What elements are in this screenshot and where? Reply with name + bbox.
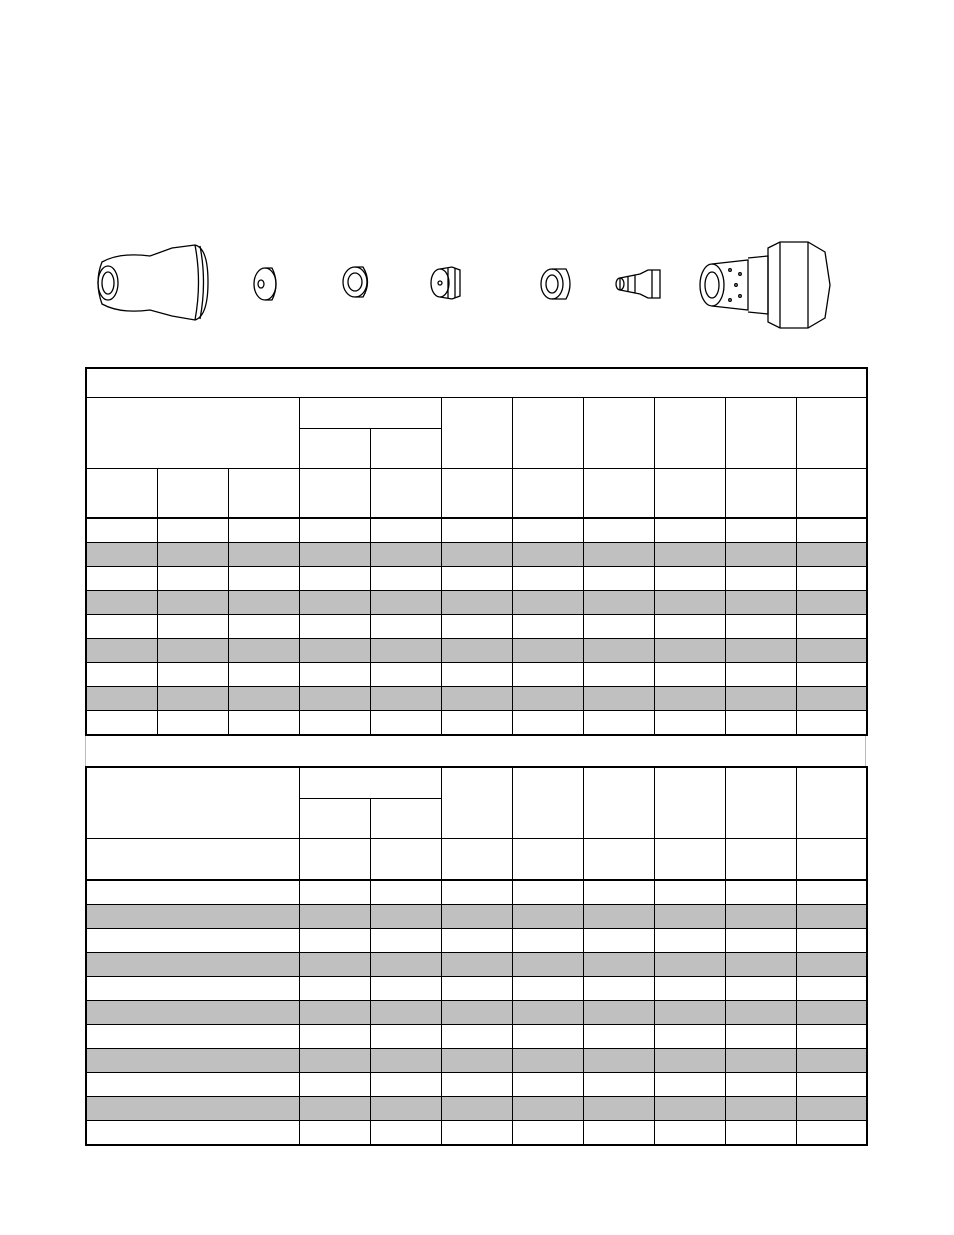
header-cell: [441, 767, 512, 839]
column-header: [86, 839, 299, 881]
table-cell: [299, 977, 370, 1001]
table-cell: [654, 591, 725, 615]
table-cell: [228, 615, 299, 639]
table-cell: [299, 663, 370, 687]
table-cell: [654, 953, 725, 977]
header-cell: [583, 398, 654, 469]
table-cell: [583, 543, 654, 567]
table-cell: [583, 518, 654, 543]
table-row: [86, 663, 867, 687]
table-cell: [725, 1001, 796, 1025]
table-title: [86, 368, 867, 398]
table-cell: [157, 591, 228, 615]
table-cell: [796, 639, 867, 663]
table-cell: [441, 880, 512, 905]
table-cell: [512, 880, 583, 905]
column-header: [370, 839, 441, 881]
column-header: [157, 469, 228, 519]
table-cell: [370, 1121, 441, 1146]
table-cell: [441, 591, 512, 615]
table-cell: [512, 1001, 583, 1025]
table-cell: [512, 1073, 583, 1097]
table-cell: [86, 953, 299, 977]
table-row: [86, 591, 867, 615]
table-cell: [583, 591, 654, 615]
table-cell: [654, 1073, 725, 1097]
table-row: [86, 1073, 867, 1097]
table-cell: [512, 687, 583, 711]
table-cell: [725, 711, 796, 736]
header-cell-group-span: [299, 398, 441, 429]
table-cell: [725, 639, 796, 663]
table-cell: [654, 1049, 725, 1073]
table-cell: [441, 711, 512, 736]
table-cell: [725, 1025, 796, 1049]
column-header: [725, 469, 796, 519]
table-cell: [583, 977, 654, 1001]
table-cell: [299, 567, 370, 591]
table-cell: [299, 1025, 370, 1049]
table-cell: [654, 880, 725, 905]
table-cell: [583, 711, 654, 736]
table-cell: [299, 1073, 370, 1097]
table-cell: [583, 1121, 654, 1146]
column-header: [86, 469, 157, 519]
table-cell: [228, 543, 299, 567]
table-cell: [512, 543, 583, 567]
table-row: [86, 1121, 867, 1146]
column-header: [299, 469, 370, 519]
table-cell: [796, 567, 867, 591]
header-cell-group-left: [86, 398, 299, 469]
table-cell: [299, 591, 370, 615]
header-cell: [654, 398, 725, 469]
table-cell: [796, 591, 867, 615]
table-cell: [370, 905, 441, 929]
table-cell: [725, 1121, 796, 1146]
table-row: [86, 567, 867, 591]
table-cell: [796, 711, 867, 736]
table-cell: [583, 953, 654, 977]
table-cell: [299, 905, 370, 929]
table-cell: [86, 711, 157, 736]
table-row: [86, 1025, 867, 1049]
table-cell: [86, 663, 157, 687]
table-row: [86, 518, 867, 543]
table-cell: [299, 1049, 370, 1073]
table-cell: [583, 929, 654, 953]
table-cell: [157, 687, 228, 711]
table-cell: [228, 687, 299, 711]
table-cell: [370, 977, 441, 1001]
table-cell: [583, 880, 654, 905]
table-cell: [370, 1001, 441, 1025]
header-cell: [512, 398, 583, 469]
table-cell: [512, 518, 583, 543]
table-row: [86, 1049, 867, 1073]
column-header: [299, 839, 370, 881]
table-cell: [654, 1121, 725, 1146]
header-cell: [512, 767, 583, 839]
table-cell: [512, 663, 583, 687]
table-cell: [86, 905, 299, 929]
header-subcell: [370, 799, 441, 839]
table-row: [86, 615, 867, 639]
table-cell: [512, 591, 583, 615]
table-cell: [512, 977, 583, 1001]
table-cell: [86, 1073, 299, 1097]
table-cell: [157, 615, 228, 639]
header-cell: [725, 767, 796, 839]
table-cell: [299, 615, 370, 639]
table-cell: [583, 1025, 654, 1049]
table-cell: [299, 639, 370, 663]
column-header: [796, 469, 867, 519]
table-cell: [796, 880, 867, 905]
table-cell: [583, 1097, 654, 1121]
table-cell: [86, 1121, 299, 1146]
column-header: [512, 839, 583, 881]
table-cell: [441, 977, 512, 1001]
table-cell: [370, 639, 441, 663]
table-row: [86, 711, 867, 736]
table-cell: [441, 1001, 512, 1025]
table-cell: [299, 929, 370, 953]
table-cell: [370, 1049, 441, 1073]
table-cell: [441, 1121, 512, 1146]
table-cell: [370, 880, 441, 905]
table-cell: [299, 953, 370, 977]
table-cell: [228, 663, 299, 687]
table-cell: [512, 1097, 583, 1121]
table-cell: [725, 929, 796, 953]
table-cell: [583, 1001, 654, 1025]
torch-body-icon: [700, 242, 830, 328]
table-cell: [796, 1073, 867, 1097]
table-cell: [86, 615, 157, 639]
table-cell: [725, 615, 796, 639]
table-cell: [299, 711, 370, 736]
table-cell: [228, 711, 299, 736]
table-cell: [228, 639, 299, 663]
table-cell: [86, 567, 157, 591]
table-cell: [725, 905, 796, 929]
retaining-ring-icon: [343, 267, 368, 297]
table-cell: [441, 518, 512, 543]
table-cell: [86, 687, 157, 711]
table-cell: [725, 567, 796, 591]
table-cell: [370, 1025, 441, 1049]
table-cell: [654, 977, 725, 1001]
table-cell: [86, 591, 157, 615]
table-cell: [441, 615, 512, 639]
table-cell: [228, 567, 299, 591]
table-cell: [441, 1097, 512, 1121]
table-cell: [299, 687, 370, 711]
header-cell: [725, 398, 796, 469]
table-cell: [796, 615, 867, 639]
table-cell: [796, 929, 867, 953]
consumable-parts-illustration: [80, 230, 860, 340]
table-cell: [654, 543, 725, 567]
column-header: [796, 839, 867, 881]
table-cell: [86, 1049, 299, 1073]
table-cell: [654, 687, 725, 711]
table-cell: [512, 953, 583, 977]
header-cell: [441, 398, 512, 469]
table-cell: [299, 1097, 370, 1121]
header-subcell: [299, 429, 370, 469]
table-cell: [370, 615, 441, 639]
table-cell: [441, 953, 512, 977]
table-cell: [157, 518, 228, 543]
table-cell: [654, 567, 725, 591]
table-cell: [796, 518, 867, 543]
table-cell: [370, 953, 441, 977]
table-cell: [441, 567, 512, 591]
table-cell: [654, 1025, 725, 1049]
table-cell: [441, 687, 512, 711]
table-cell: [654, 905, 725, 929]
table-cell: [441, 1049, 512, 1073]
table-cell: [654, 929, 725, 953]
column-header: [654, 469, 725, 519]
column-header: [441, 839, 512, 881]
table-cell: [370, 567, 441, 591]
table-cell: [86, 929, 299, 953]
table-row: [86, 1001, 867, 1025]
table-cell: [512, 1025, 583, 1049]
table-cell: [370, 518, 441, 543]
table-cell: [796, 663, 867, 687]
table-cell: [512, 1049, 583, 1073]
table-cell: [725, 687, 796, 711]
table-cell: [441, 1073, 512, 1097]
table-cell: [725, 953, 796, 977]
table-cell: [370, 591, 441, 615]
table-cell: [512, 1121, 583, 1146]
table-cell: [86, 1097, 299, 1121]
table-row: [86, 687, 867, 711]
table-cell: [725, 1049, 796, 1073]
table-cell: [725, 591, 796, 615]
table-row: [86, 880, 867, 905]
column-header: [583, 839, 654, 881]
shield-cap-icon: [98, 245, 208, 320]
table-cell: [654, 711, 725, 736]
column-header: [583, 469, 654, 519]
table-cell: [583, 1073, 654, 1097]
header-cell: [796, 398, 867, 469]
table-cell: [796, 953, 867, 977]
table-cell: [86, 880, 299, 905]
table-cell: [370, 1073, 441, 1097]
table-row: [86, 977, 867, 1001]
table-cell: [441, 663, 512, 687]
table-cell: [86, 977, 299, 1001]
column-header: [512, 469, 583, 519]
table-cell: [725, 880, 796, 905]
header-cell: [796, 767, 867, 839]
table-cell: [796, 905, 867, 929]
table-cell: [583, 905, 654, 929]
table-cell: [654, 1001, 725, 1025]
table-row: [86, 543, 867, 567]
table-cell: [370, 663, 441, 687]
header-cell: [654, 767, 725, 839]
header-cell-group-left: [86, 767, 299, 839]
table-cell: [796, 687, 867, 711]
table-row: [86, 905, 867, 929]
column-header: [725, 839, 796, 881]
table-cell: [725, 977, 796, 1001]
table-cell: [796, 977, 867, 1001]
header-cell: [583, 767, 654, 839]
specification-table-2: [85, 766, 868, 1146]
table-cell: [299, 518, 370, 543]
table-cell: [512, 905, 583, 929]
section-separator: [85, 736, 866, 766]
table-cell: [583, 615, 654, 639]
table-cell: [157, 663, 228, 687]
table-cell: [441, 905, 512, 929]
table-cell: [583, 687, 654, 711]
table-cell: [86, 639, 157, 663]
table-cell: [725, 663, 796, 687]
table-cell: [512, 929, 583, 953]
column-header: [370, 469, 441, 519]
header-cell-group-span: [299, 767, 441, 799]
table-cell: [441, 639, 512, 663]
table-cell: [725, 518, 796, 543]
table-cell: [370, 687, 441, 711]
electrode-icon: [616, 270, 660, 298]
table-cell: [86, 543, 157, 567]
table-cell: [796, 1001, 867, 1025]
table-cell: [796, 543, 867, 567]
table-cell: [583, 1049, 654, 1073]
table-cell: [796, 1121, 867, 1146]
table-cell: [654, 663, 725, 687]
table-row: [86, 639, 867, 663]
table-cell: [512, 639, 583, 663]
table-cell: [370, 711, 441, 736]
table-cell: [370, 543, 441, 567]
nozzle-icon: [431, 267, 460, 299]
table-cell: [796, 1097, 867, 1121]
table-cell: [441, 929, 512, 953]
table-cell: [441, 1025, 512, 1049]
table-cell: [299, 880, 370, 905]
table-cell: [725, 1073, 796, 1097]
table-cell: [654, 639, 725, 663]
table-cell: [157, 543, 228, 567]
table-cell: [299, 1001, 370, 1025]
table-cell: [583, 639, 654, 663]
table-cell: [654, 1097, 725, 1121]
column-header: [441, 469, 512, 519]
table-row: [86, 929, 867, 953]
table-cell: [299, 543, 370, 567]
table-cell: [157, 567, 228, 591]
deflector-icon: [254, 268, 276, 300]
table-cell: [86, 518, 157, 543]
table-cell: [228, 591, 299, 615]
table-cell: [654, 518, 725, 543]
table-cell: [299, 1121, 370, 1146]
table-cell: [583, 663, 654, 687]
table-cell: [725, 1097, 796, 1121]
table-row: [86, 1097, 867, 1121]
header-subcell: [299, 799, 370, 839]
table-cell: [228, 518, 299, 543]
table-row: [86, 953, 867, 977]
column-header: [654, 839, 725, 881]
header-subcell: [370, 429, 441, 469]
specification-table-1: [85, 367, 868, 736]
table-cell: [441, 543, 512, 567]
table-cell: [157, 711, 228, 736]
table-cell: [654, 615, 725, 639]
swirl-ring-icon: [541, 269, 570, 299]
table-cell: [512, 567, 583, 591]
table-cell: [512, 711, 583, 736]
table-cell: [583, 567, 654, 591]
column-header: [228, 469, 299, 519]
table-cell: [370, 929, 441, 953]
table-cell: [157, 639, 228, 663]
table-cell: [86, 1025, 299, 1049]
table-cell: [725, 543, 796, 567]
table-cell: [512, 615, 583, 639]
table-cell: [86, 1001, 299, 1025]
table-cell: [370, 1097, 441, 1121]
table-cell: [796, 1025, 867, 1049]
table-cell: [796, 1049, 867, 1073]
